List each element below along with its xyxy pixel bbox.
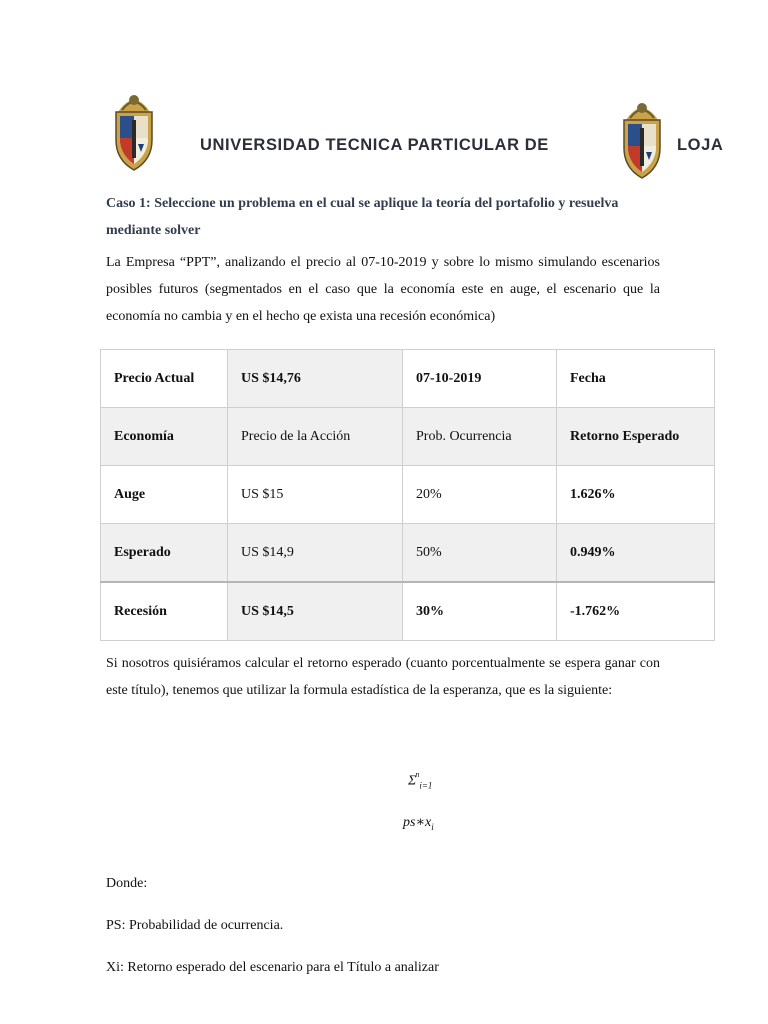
table-cell: US $14,76 — [228, 350, 403, 408]
table-cell: Auge — [101, 466, 228, 524]
formula-summation — [408, 772, 432, 790]
table-row — [101, 582, 715, 641]
xi-definition: Xi: Retorno esperado del escenario para el Título a analizar — [106, 960, 439, 975]
table-cell: 1.626% — [557, 466, 715, 524]
table-cell: US $15 — [228, 466, 403, 524]
table-cell: 0.949% — [557, 524, 715, 583]
case-heading: Caso 1: Seleccione un problema en el cual se aplique la teoría del portafolio y resuelva mediante solver — [106, 196, 619, 238]
explanation-paragraph: Si nosotros quisiéramos calcular el retorno esperado (cuanto porcentualmente se espera ganar con este título), tenemos que utilizar la formula estadística de la esperanza, que es la siguiente: — [106, 656, 660, 698]
table-cell: US $14,5 — [228, 582, 403, 641]
table-cell: -1.762% — [557, 582, 715, 641]
table-cell: Esperado — [101, 524, 228, 583]
table-row — [101, 524, 715, 583]
product-subscript: i — [431, 821, 434, 832]
table-cell: US $14,9 — [228, 524, 403, 583]
table-cell: Retorno Esperado — [557, 408, 715, 466]
table-cell: Recesión — [101, 582, 228, 641]
university-seal-icon — [108, 90, 160, 174]
university-title: UNIVERSIDAD TECNICA PARTICULAR DE — [200, 136, 549, 154]
table-row — [101, 350, 715, 408]
scenario-table — [100, 349, 715, 641]
ps-definition: PS: Probabilidad de ocurrencia. — [106, 918, 284, 933]
table-cell: Prob. Ocurrencia — [403, 408, 557, 466]
donde-label: Donde: — [106, 876, 148, 891]
table-cell: Economía — [101, 408, 228, 466]
table-cell: 20% — [403, 466, 557, 524]
summation-lower: i=1 — [419, 780, 433, 791]
table-row — [101, 408, 715, 466]
intro-paragraph: La Empresa “PPT”, analizando el precio al 07-10-2019 y sobre lo mismo simulando escenarios posibles futuros (segmentados en el caso que la economía este en auge, el escenario que la economía no cambia y en el hecho qe exista una recesión económica) — [106, 255, 660, 324]
formula-product — [403, 814, 434, 832]
summation-upper: n — [415, 770, 420, 779]
sigma-symbol: Σ — [408, 773, 417, 789]
table-cell: 50% — [403, 524, 557, 583]
product-term: ps∗x — [403, 815, 432, 830]
university-title-end: LOJA — [677, 136, 724, 154]
table-cell: Precio Actual — [101, 350, 228, 408]
table-cell: 30% — [403, 582, 557, 641]
document-header — [0, 90, 768, 176]
table-cell: Precio de la Acción — [228, 408, 403, 466]
table-cell: 07-10-2019 — [403, 350, 557, 408]
university-seal-icon — [616, 98, 668, 182]
table-row — [101, 466, 715, 524]
table-cell: Fecha — [557, 350, 715, 408]
